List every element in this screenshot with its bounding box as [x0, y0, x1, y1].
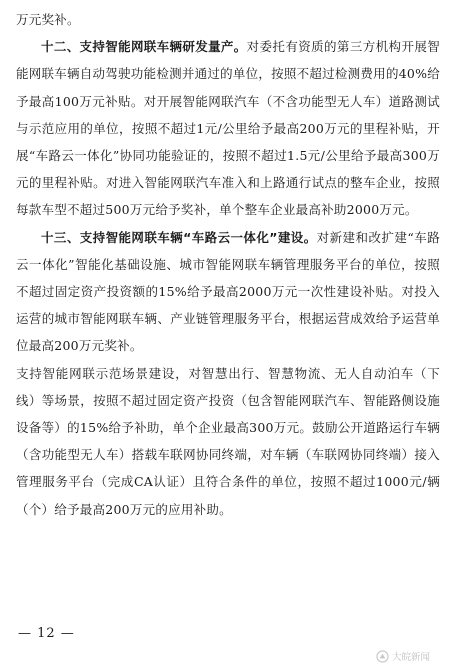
section-13-body-continued: 支持智能网联示范场景建设，对智慧出行、智慧物流、无人自动泊车（下线）等场景，按照不超过固定资产投资（包含智能网联汽车、智能路侧设施设备等）的15%给予补助，单个企业最高300万元。鼓励公开道路运行车辆（含功能型无人车）搭载车联网协同终端，对车辆（车联网协同终端）接入管理服务平台（完成CA认证）且符合条件的单位，按照不超过1000元/辆（个）给予最高200万元的应用补助。 — [16, 365, 440, 517]
watermark-text: 大皖新闻 — [392, 652, 431, 663]
page-number: — 12 — — [18, 626, 75, 641]
section-12-heading: 十二、支持智能网联车辆研发量产。 — [41, 39, 247, 55]
section-13-continuation — [16, 360, 440, 523]
section-12-body: 对委托有资质的第三方机构开展智能网联车辆自动驾驶功能检测并通过的单位，按照不超过检测费用的40%给予最高100万元补贴。对开展智能网联汽车（不含功能型无人车）道路测试与示范应用的单位，按照不超过1元/公里给予最高200万元的里程补贴，开展“车路云一体化”协同功能验证的，按照不超过1.5元/公里给予最高300万元的里程补贴。对进入智能网联汽车准入和上路通行试点的整车企业，按照每款车型不超过500万元给予奖补，单个整车企业最高补助2000万元。 — [16, 39, 440, 218]
section-13-paragraph — [16, 224, 440, 360]
watermark — [376, 648, 452, 664]
section-13-heading: 十三、支持智能网联车辆“车路云一体化”建设。 — [41, 229, 317, 245]
watermark-logo-icon — [376, 650, 389, 663]
lead-paragraph — [16, 6, 440, 33]
section-12-paragraph — [16, 33, 440, 223]
section-13-body: 对新建和改扩建“车路云一体化”智能化基础设施、城市智能网联车辆管理服务平台的单位，按照不超过固定资产投资额的15%给予最高2000万元一次性建设补贴。对投入运营的城市智能网联车辆、产业链管理服务平台，根据运营成效给予运营单位最高200万元奖补。 — [16, 229, 440, 354]
document-body — [16, 6, 440, 523]
lead-paragraph-text: 万元奖补。 — [16, 12, 80, 27]
